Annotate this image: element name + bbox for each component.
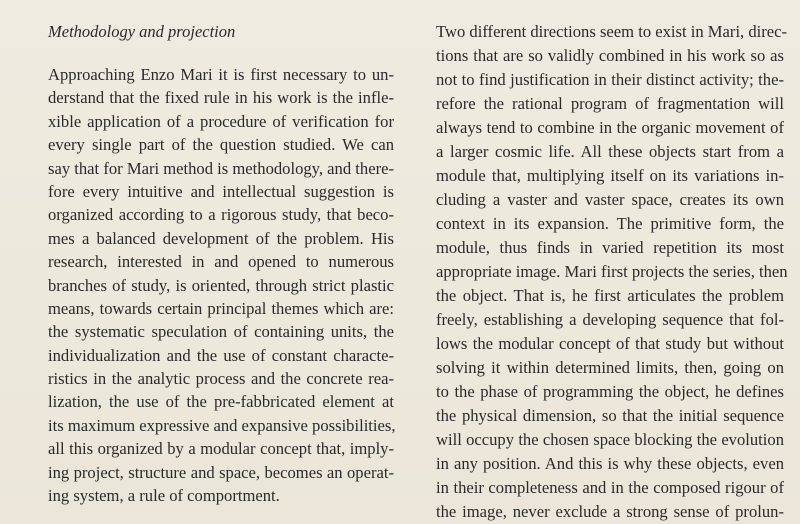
paragraph-line: solving it within determined limits, then, going on — [436, 358, 784, 377]
paragraph-line: not to find justification in their distinct activity; the- — [436, 70, 784, 89]
section-heading: Methodology and projection — [48, 22, 236, 41]
paragraph-line: individualization and the use of constant characte- — [48, 345, 394, 365]
paragraph-line: Two different directions seem to exist in Mari, direc- — [436, 22, 788, 41]
paragraph-line: in their completeness and in the composed rigour of — [436, 478, 784, 497]
paragraph-line: will occupy the chosen space blocking the evolution — [436, 430, 784, 449]
paragraph-line: refore the rational program of fragmentation will — [436, 94, 784, 113]
paragraph-line: appropriate image. Mari first projects the series, then — [436, 262, 788, 281]
paragraph-line: lization, the use of the pre-fabbricated element at — [48, 392, 394, 412]
paragraph-line: research, interested in and opened to numerous — [48, 252, 394, 272]
paragraph-line: tions that are so validly combined in his work so as — [436, 46, 784, 65]
paragraph-line: to the phase of programming the object, he defines — [436, 382, 784, 401]
paragraph-line: means, towards certain principal themes which are: — [48, 298, 394, 318]
paragraph-line: branches of study, is oriented, through strict plastic — [48, 275, 394, 295]
paragraph-line: the systematic speculation of containing units, the — [48, 322, 394, 342]
paragraph-line: always tend to combine in the organic movement of — [436, 118, 784, 137]
paragraph-line: in any position. And this is why these objects, even — [436, 454, 784, 473]
paragraph-line: its maximum expressive and expansive possibilities, — [48, 415, 396, 435]
paragraph-line: context in its expansion. The primitive form, the — [436, 214, 784, 233]
paragraph-line: lows the modular concept of that study but without — [436, 334, 784, 353]
paragraph-line: Approaching Enzo Mari it is first necessary to un- — [48, 65, 394, 84]
paragraph-line: ing project, structure and space, becomes an operat- — [48, 462, 394, 482]
paragraph-line: mes a balanced development of the problem. His — [48, 228, 394, 248]
paragraph-line: all this organized by a modular concept that, imply- — [48, 439, 394, 459]
paragraph-line: xible application of a procedure of verification for — [48, 111, 394, 131]
paragraph-line: say that for Mari method is methodology, and there- — [48, 158, 394, 178]
paragraph-line: module, thus finds in varied repetition its most — [436, 238, 784, 257]
paragraph-line: a larger cosmic life. All these objects start from a — [436, 142, 784, 161]
paragraph-line: cluding a vaster and vaster space, creates its own — [436, 190, 784, 209]
paragraph-line: every single part of the question studied. We can — [48, 135, 394, 155]
paragraph-line: the physical dimension, so that the initial sequence — [436, 406, 784, 425]
paragraph-line: the object. That is, he first articulates the problem — [436, 286, 784, 305]
paragraph-line: ing system, a rule of comportment. — [48, 486, 280, 505]
paragraph-line: freely, establishing a developing sequence that fol- — [436, 310, 784, 329]
paragraph-line: derstand that the fixed rule in his work is the infle- — [48, 88, 394, 108]
paragraph-line: organized according to a rigorous study, that beco- — [48, 205, 394, 225]
paragraph-line: fore every intuitive and intellectual suggestion is — [48, 181, 394, 201]
paragraph-line: the image, never exclude a strong sense of prolun- — [436, 502, 784, 521]
paragraph-line: ristics in the analytic process and the concrete rea- — [48, 369, 394, 389]
paragraph-line: module that, multiplying itself on its variations in- — [436, 166, 784, 185]
